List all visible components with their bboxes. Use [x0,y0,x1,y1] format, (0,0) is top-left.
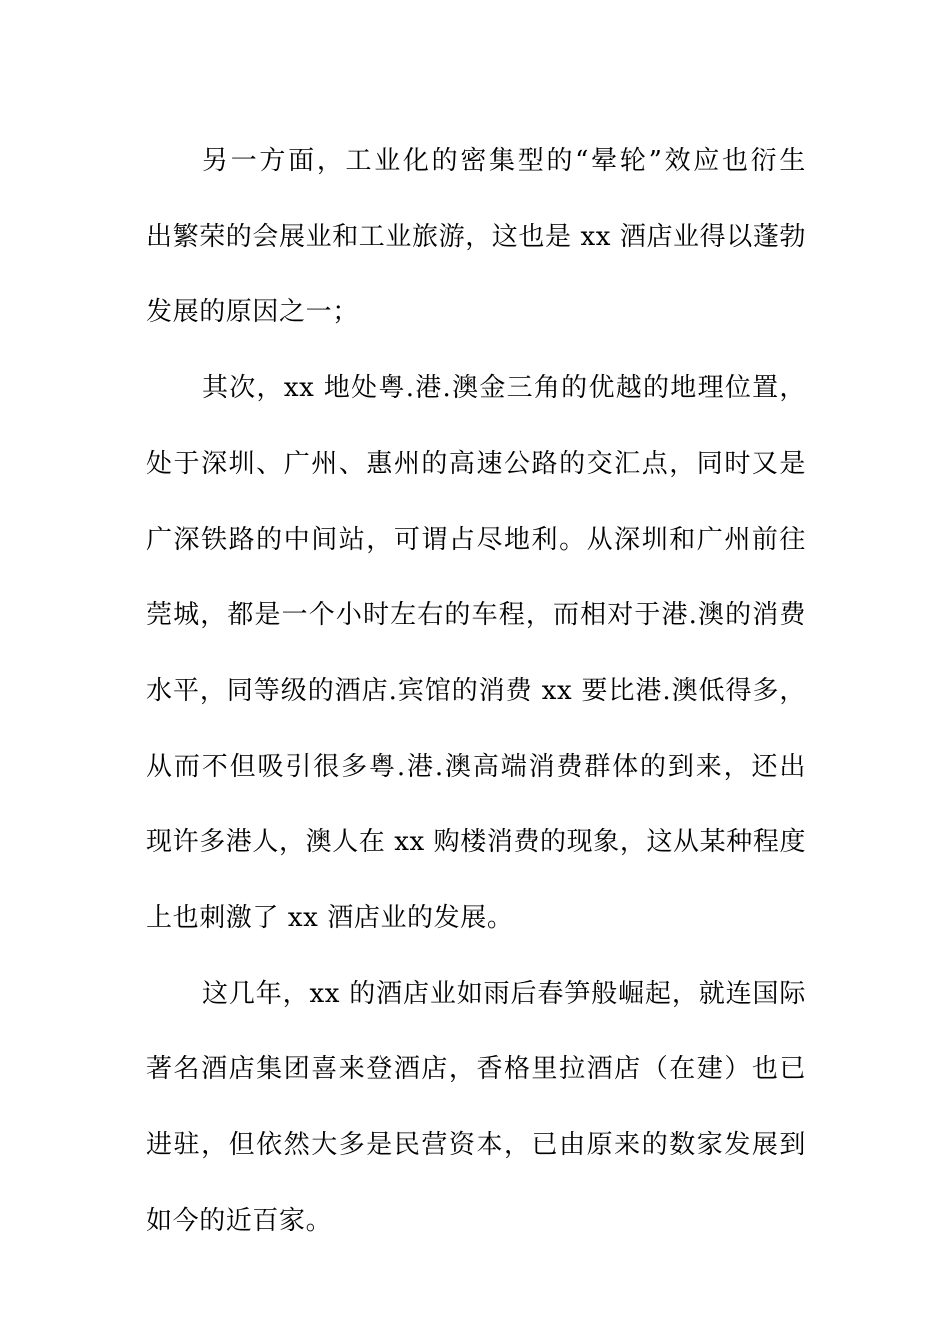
paragraph-3-line-4: 如今的近百家。 [146,1205,333,1236]
paragraph-2-line-4: 莞城，都是一个小时左右的车程，而相对于港.澳的消费 [146,600,806,631]
paragraph-3 [146,957,806,1260]
paragraph-2-line-7: 现许多港人，澳人在 xx 购楼消费的现象，这从某种程度 [146,827,807,858]
paragraph-1-line-3: 发展的原因之一； [146,297,359,328]
paragraph-1-line-1: 另一方面，工业化的密集型的“晕轮”效应也衍生 [202,146,806,176]
paragraph-1-line-2: 出繁荣的会展业和工业旅游，这也是 xx 酒店业得以蓬勃 [146,221,807,252]
paragraph-3-line-3: 进驻，但依然大多是民营资本，已由原来的数家发展到 [146,1130,806,1161]
paragraph-2-line-6: 从而不但吸引很多粤.港.澳高端消费群体的到来，还出 [146,751,806,782]
paragraph-2-line-2: 处于深圳、广州、惠州的高速公路的交汇点，同时又是 [146,448,806,479]
paragraph-3-line-1: 这几年，xx 的酒店业如雨后春笋般崛起，就连国际 [202,978,806,1009]
paragraph-2-line-8: 上也刺激了 xx 酒店业的发展。 [146,903,514,934]
paragraph-2-line-1: 其次，xx 地处粤.港.澳金三角的优越的地理位置， [202,373,806,404]
document-body [146,124,806,1260]
paragraph-1 [146,124,806,351]
paragraph-3-line-2: 著名酒店集团喜来登酒店，香格里拉酒店（在建）也已 [146,1054,806,1085]
paragraph-2-line-5: 水平，同等级的酒店.宾馆的消费 xx 要比港.澳低得多， [146,675,806,706]
paragraph-2-line-3: 广深铁路的中间站，可谓占尽地利。从深圳和广州前往 [146,524,806,555]
paragraph-2 [146,351,806,957]
